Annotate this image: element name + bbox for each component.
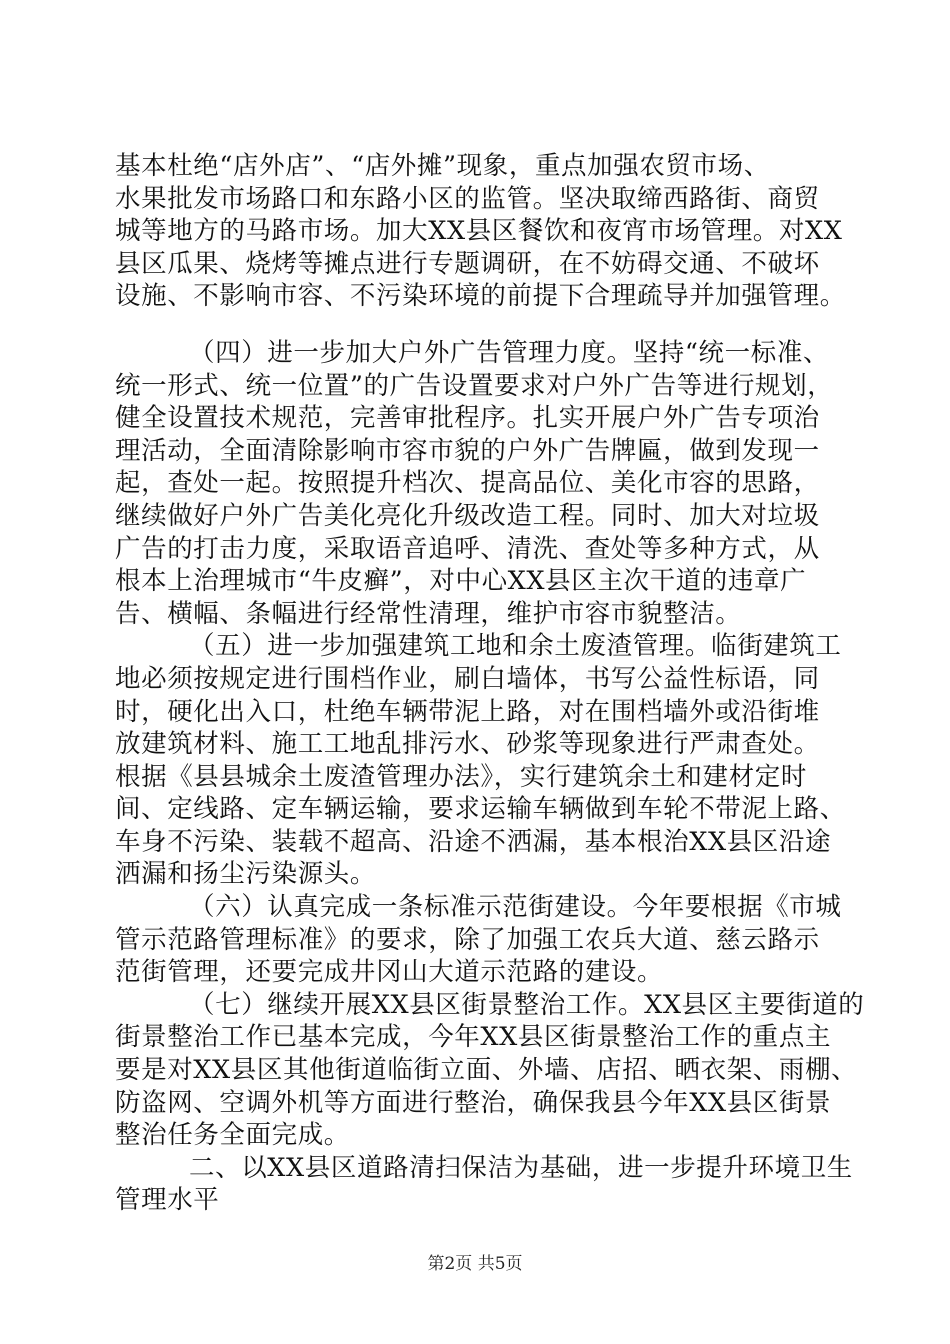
text-line: 洒漏和扬尘污染源头。 xyxy=(115,859,377,890)
text-line: 车身不污染、装载不超高、沿途不洒漏，基本根治XX县区沿途 xyxy=(115,826,832,857)
text-line: 整治任务全面完成。 xyxy=(115,1120,350,1151)
text-line: （四）进一步加大户外广告管理力度。坚持“统一标准、 xyxy=(189,337,830,368)
paragraph-section-7-streetscape xyxy=(115,989,865,1152)
text-line: （七）继续开展XX县区街景整治工作。XX县区主要街道的 xyxy=(189,989,865,1020)
text-line: 放建筑材料、施工工地乱排污水、砂浆等现象进行严肃查处。 xyxy=(115,729,820,760)
paragraph-spacer xyxy=(115,313,850,337)
text-line: 范街管理，还要完成井冈山大道示范路的建设。 xyxy=(115,957,664,988)
text-line: 健全设置技术规范，完善审批程序。扎实开展户外广告专项治 xyxy=(115,403,820,434)
text-line: 告、横幅、条幅进行经常性清理，维护市容市貌整洁。 xyxy=(115,598,742,629)
text-line: 继续做好户外广告美化亮化升级改造工程。同时、加大对垃圾 xyxy=(115,500,820,531)
text-line: 二、以XX县区道路清扫保洁为基础，进一步提升环境卫生 xyxy=(189,1152,853,1183)
paragraph-section-4-outdoor-ads xyxy=(115,337,850,630)
text-line: 广告的打击力度，采取语音追呼、清洗、查处等多种方式，从 xyxy=(115,533,820,564)
text-line: 起，查处一起。按照提升档次、提高品位、美化市容的思路， xyxy=(115,468,820,499)
document-body xyxy=(115,150,865,1217)
text-line: 水果批发市场路口和东路小区的监管。坚决取缔西路街、商贸 xyxy=(115,183,820,214)
text-line: 根本上治理城市“牛皮癣”，对中心XX县区主次干道的违章广 xyxy=(115,566,807,597)
text-line: 县区瓜果、烧烤等摊点进行专题调研，在不妨碍交通、不破坏 xyxy=(115,248,820,279)
paragraph-section-5-construction-sites xyxy=(115,630,850,891)
text-line: 间、定线路、定车辆运输，要求运输车辆做到车轮不带泥上路、 xyxy=(115,794,846,825)
text-line: 设施、不影响市容、不污染环境的前提下合理疏导并加强管理。 xyxy=(115,281,846,312)
text-line: 要是对XX县区其他街道临街立面、外墙、店招、晒衣架、雨棚、 xyxy=(115,1055,858,1086)
text-line: （六）认真完成一条标准示范街建设。今年要根据《市城 xyxy=(189,892,842,923)
text-line: 理活动，全面清除影响市容市貌的户外广告牌匾，做到发现一 xyxy=(115,435,820,466)
text-line: 地必须按规定进行围档作业，刷白墙体，书写公益性标语，同 xyxy=(115,663,820,694)
text-line: 基本杜绝“店外店”、“店外摊”现象，重点加强农贸市场、 xyxy=(115,151,770,181)
text-line: 街景整治工作已基本完成，今年XX县区街景整治工作的重点主 xyxy=(115,1022,832,1053)
text-line: （五）进一步加强建筑工地和余土废渣管理。临街建筑工 xyxy=(189,631,842,662)
text-line: 城等地方的马路市场。加大XX县区餐饮和夜宵市场管理。对XX xyxy=(115,216,843,247)
text-line: 管示范路管理标准》的要求，除了加强工农兵大道、慈云路示 xyxy=(115,924,820,955)
text-line: 统一形式、统一位置”的广告设置要求对户外广告等进行规划， xyxy=(115,370,834,401)
paragraph-heading-2-road-cleaning xyxy=(115,1152,853,1217)
text-line: 防盗网、空调外机等方面进行整治，确保我县今年XX县区街景 xyxy=(115,1087,832,1118)
text-line: 时，硬化出入口，杜绝车辆带泥上路，对在围档墙外或沿街堆 xyxy=(115,696,820,727)
paragraph-market-management xyxy=(115,150,850,313)
text-line: 根据《县县城余土废渣管理办法》，实行建筑余土和建材定时 xyxy=(115,761,807,792)
page-number-footer: 第2页 共5页 xyxy=(427,1254,523,1274)
text-line: 管理水平 xyxy=(115,1185,220,1216)
paragraph-section-6-demo-street xyxy=(115,891,850,989)
